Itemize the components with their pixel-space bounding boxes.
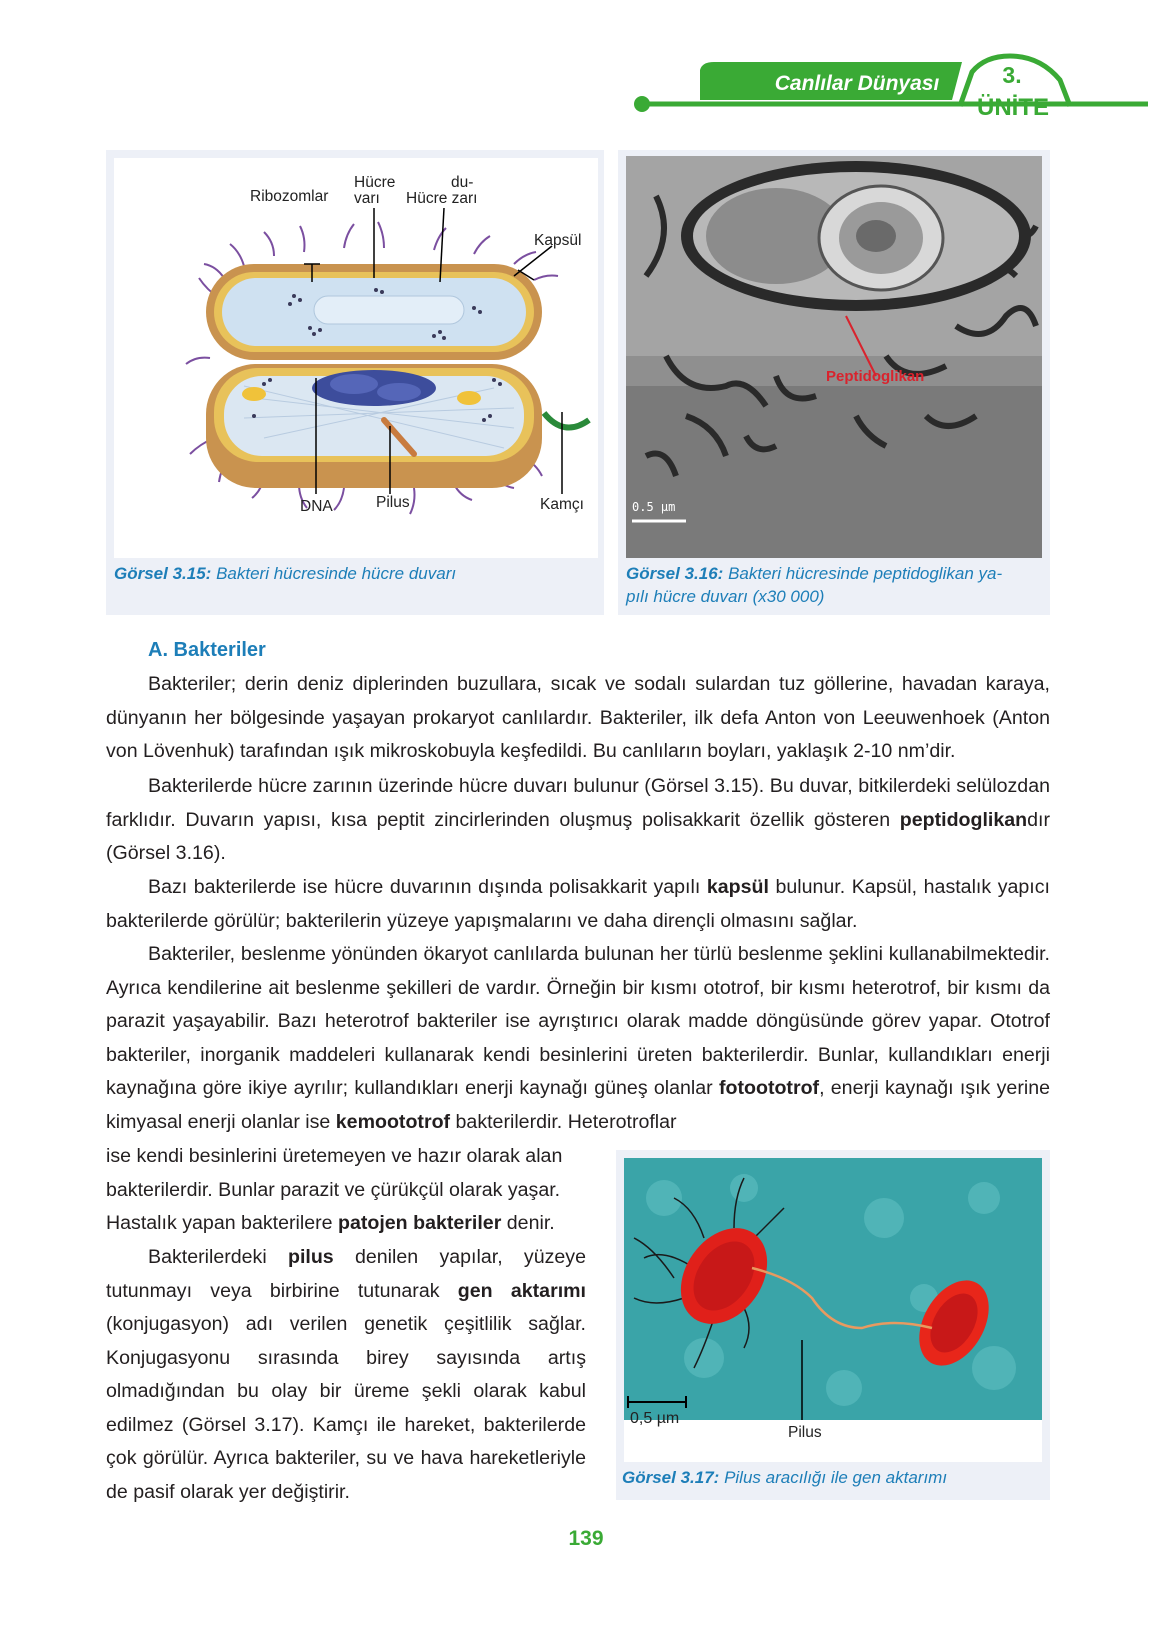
p6-text-e: (konjugasyon) adı verilen genetik çeşitlilik sağlar. Konjugasyonu sırasında birey sayısında artış olmadığından bu olay bir üreme şekli olarak kabul edilmez (Görsel 3.17). Kamçı ile hareket, bakterilerde çok görülür. Ayrıca bakteriler, su ve hava hareketleriyle de pasif olarak yer değiştirir.: [106, 1313, 586, 1503]
micrograph-image: [626, 156, 1042, 558]
p5-text-a: ise kendi besinlerini üretemeyen ve hazır olarak alan bakterilerdir. Bunlar parazit ve çürükçül olarak yaşar. Hastalık yapan bakterilere: [106, 1145, 563, 1234]
figure-3-15: [106, 150, 604, 615]
label-kamci: Kamçı: [540, 496, 584, 513]
unit-word: ÜNİTE: [977, 94, 1049, 121]
scale-bar-label: 0.5 µm: [632, 500, 676, 514]
figure-3-17: [616, 1150, 1050, 1500]
p4-text-e: bakterilerdir. Heterotroflar: [450, 1110, 677, 1133]
caption-text: Bakteri hücresinde peptidoglikan ya-: [728, 564, 1003, 583]
p2-text-c: dır (Görsel 3.16).: [106, 808, 1050, 864]
paragraph-2: [106, 770, 1050, 871]
term-pilus: pilus: [287, 1246, 334, 1268]
label-du: du-: [451, 174, 474, 191]
p2-text-a: Bakterilerde hücre zarının üzerinde hücre duvarı bulunur (Görsel 3.15). Bu duvar, bitkilerdeki selülozdan farklıdır. Duvarın yapısı, kısa peptit zincirlerinden oluşmuş polisakkarit özellik gösteren: [106, 775, 1050, 831]
unit-title: Canlılar Dünyası: [774, 72, 940, 95]
section-heading: A. Bakteriler: [148, 639, 266, 661]
label-pilus: Pilus: [376, 494, 410, 511]
term-patojen-bakteriler: patojen bakteriler: [337, 1212, 502, 1234]
p6-text-c: denilen yapılar, yüzeye tutunmayı veya birbirine tutunarak: [106, 1246, 586, 1302]
figure-3-16-caption: [626, 562, 1042, 608]
label-ribozomlar: Ribozomlar: [250, 188, 329, 205]
paragraph-1: Bakteriler; derin deniz diplerinden buzullara, sıcak ve sodalı sulardan tuz göllerine, havadan karaya, dünyanın her bölgesinde yaşayan prokaryot canlılardır. Bakteriler, ilk defa Anton von Leeuwenhoek (Anton von Lövenhuk) tarafından ışık mikroskobuyla keşfedildi. Bu canlıların boyları, yaklaşık 2-10 nm’dir.: [106, 673, 1050, 762]
scale-bar-label: 0,5 µm: [630, 1410, 680, 1427]
paragraph-6: [106, 1241, 586, 1509]
p3-text-a: Bazı bakterilerde ise hücre duvarının dışında polisakkarit yapılı: [148, 876, 707, 898]
label-vari: varı: [354, 190, 380, 207]
label-peptidoglikan: Peptidoglikan: [826, 368, 925, 385]
term-peptidoglikan: peptidoglikan: [899, 808, 1028, 831]
caption-text: Bakteri hücresinde hücre duvarı: [216, 564, 457, 583]
paragraph-4: [106, 938, 1050, 1139]
label-kapsul: Kapsül: [534, 232, 582, 249]
term-kapsul: kapsül: [706, 876, 769, 898]
figure-3-17-caption: [622, 1466, 1042, 1489]
micrograph-conjugation: [624, 1158, 1042, 1462]
figure-3-16: [618, 150, 1050, 615]
micrograph-peptidoglikan: [626, 156, 1042, 558]
unit-number: 3.: [1002, 62, 1022, 88]
term-gen-aktarimi: gen aktarımı: [457, 1279, 587, 1302]
caption-label: Görsel 3.17:: [622, 1468, 720, 1487]
term-fotoototrof: fotoototrof: [718, 1077, 820, 1099]
p4-text-a: Bakteriler, beslenme yönünden ökaryot canlılarda bulunan her türlü beslenme şeklini kullanabilmektedir. Ayrıca kendilerine ait beslenme şekilleri de vardır. Örneğin bir kısmı ototrof, bir kısmı heterotrof, bir kısmı da parazit yaşayabilir. Bazı heterotrof bakteriler ise ayrıştırıcı olarak madde döngüsünde görev yapar. Ototrof bakteriler, inorganik maddeleri kullanarak kendi besinlerini üreten bakterilerdir. Bunlar, kullandıkları enerji kaynağına göre ikiye ayrılır; kullandıkları enerji kaynağı güneş olanlar: [106, 943, 1050, 1099]
label-hucre-zari: Hücre zarı: [406, 190, 478, 207]
term-kemoototrof: kemoototrof: [335, 1110, 451, 1133]
caption-text-2: pılı hücre duvarı (x30 000): [626, 587, 825, 606]
caption-label: Görsel 3.15:: [114, 564, 212, 583]
conjugation-image: [624, 1158, 1042, 1462]
p4-text-c: , enerji kaynağı ışık yerine kimyasal enerji olanlar ise: [106, 1077, 1050, 1133]
page-number: 139: [568, 1527, 604, 1550]
caption-label: Görsel 3.16:: [626, 564, 724, 583]
p5-text-c: denir.: [501, 1212, 555, 1234]
label-hucre: Hücre: [354, 174, 396, 191]
figure-3-15-caption: [114, 562, 594, 585]
label-dna: DNA: [300, 498, 333, 515]
paragraph-3: [106, 871, 1050, 938]
p6-text-a: Bakterilerdeki: [148, 1246, 288, 1268]
bacteria-cell-diagram: [114, 158, 598, 558]
caption-text: Pilus aracılığı ile gen aktarımı: [724, 1468, 948, 1487]
p3-text-c: bulunur. Kapsül, hastalık yapıcı bakterilerde görülür; bakterilerin yüzeye yapışmalarını ve daha dirençli olmasını sağlar.: [106, 876, 1050, 932]
label-pilus: Pilus: [788, 1424, 822, 1441]
paragraph-5: [106, 1140, 586, 1241]
figure-3-15-panel: [114, 158, 598, 558]
